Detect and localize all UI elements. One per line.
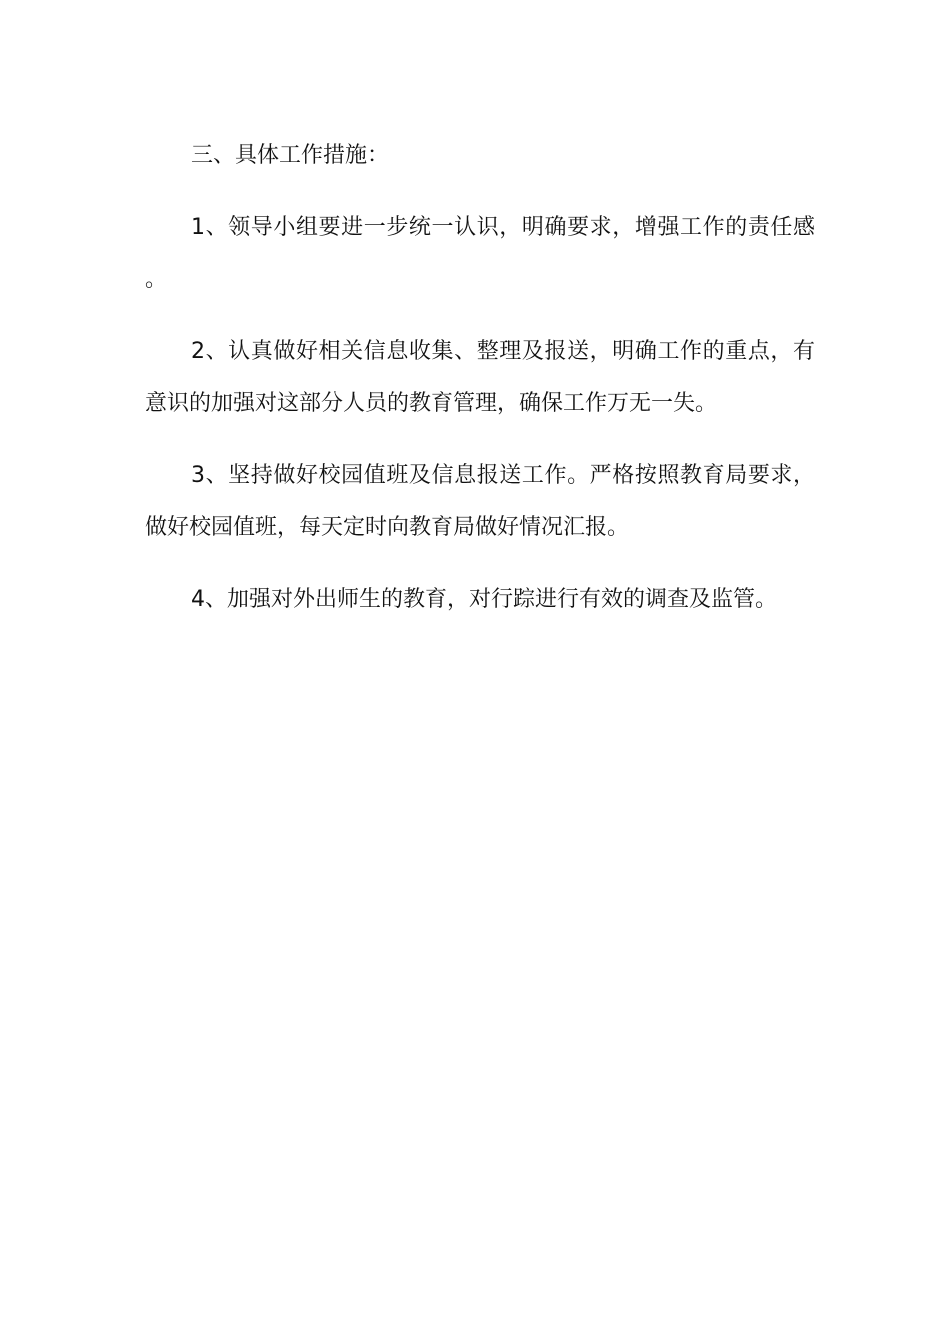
- measure-item-2: 2、认真做好相关信息收集、整理及报送，明确工作的重点，有意识的加强对这部分人员的教育管理，确保工作万无一失。: [145, 339, 815, 416]
- document-body: [145, 130, 815, 646]
- section-heading: 三、具体工作措施：: [191, 143, 390, 168]
- measure-item-1: 1、领导小组要进一步统一认识，明确要求，增强工作的责任感。: [145, 215, 815, 292]
- measure-item-3: 3、坚持做好校园值班及信息报送工作。严格按照教育局要求，做好校园值班，每天定时向教育局做好情况汇报。: [145, 463, 815, 540]
- measure-item-4: 4、加强对外出师生的教育，对行踪进行有效的调查及监管。: [191, 587, 777, 612]
